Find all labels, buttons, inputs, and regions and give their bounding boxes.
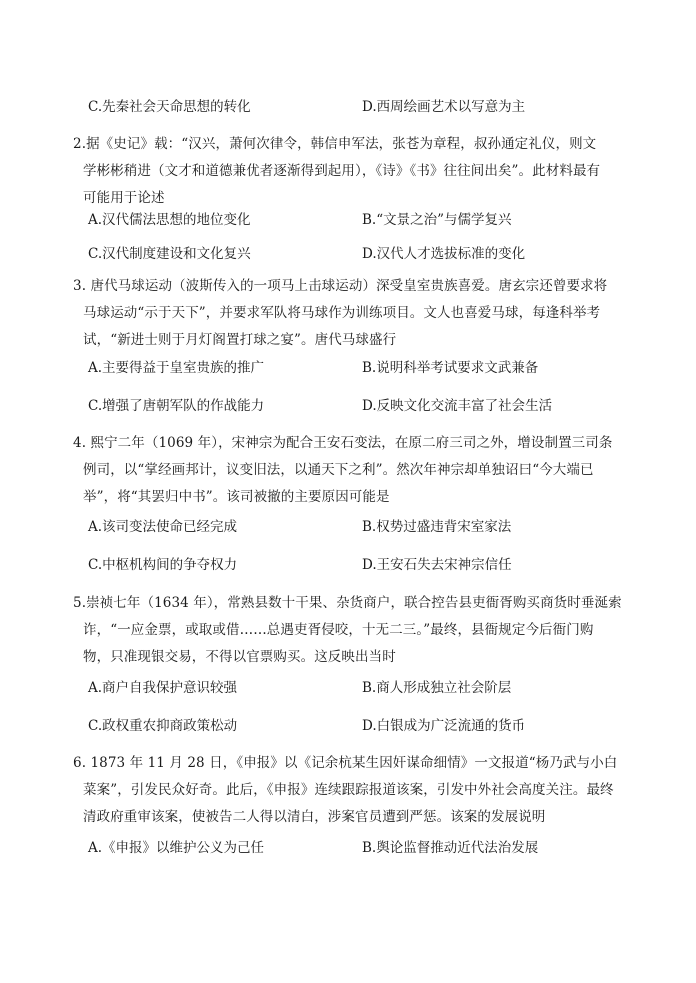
question-2-stem	[73, 134, 633, 215]
question-3-line-1: 3. 唐代马球运动（波斯传入的一项马上击球运动）深受皇室贵族喜爱。唐玄宗还曾要求将	[73, 278, 608, 294]
question-3-line-3: 试，“新进士则于月灯阁置打球之宴”。唐代马球盛行	[83, 332, 397, 348]
q6-option-b[interactable]: B.舆论监督推动近代法治发展	[362, 840, 539, 856]
question-2-line-3: 可能用于论述	[83, 190, 165, 206]
q4-options-row-ab	[0, 517, 696, 537]
question-6-stem	[73, 753, 633, 834]
q4-options-row-cd	[0, 555, 696, 575]
question-4-line-3: 举”，将“其罢归中书”。该司被撤的主要原因可能是	[83, 489, 390, 505]
q3-option-b[interactable]: B.说明科举考试要求文武兼备	[362, 360, 539, 376]
q5-option-c[interactable]: C.政权重农抑商政策松动	[88, 718, 238, 734]
q2-option-d[interactable]: D.汉代人才选拔标准的变化	[362, 246, 526, 262]
question-4-stem	[73, 433, 633, 514]
q4-option-c[interactable]: C.中枢机构间的争夺权力	[88, 557, 238, 573]
question-5-stem	[73, 593, 633, 674]
q2-option-c[interactable]: C.汉代制度建设和文化复兴	[88, 246, 251, 262]
question-5-line-2: 诈，“一应金票，或取或借……总遇吏胥侵咬，十无二三。”最终，县衙规定今后衙门购	[83, 622, 594, 638]
q5-option-a[interactable]: A.商户自我保护意识较强	[88, 680, 238, 696]
q4-option-b[interactable]: B.权势过盛违背宋室家法	[362, 519, 512, 535]
q2-option-a[interactable]: A.汉代儒法思想的地位变化	[88, 212, 251, 228]
q5-option-b[interactable]: B.商人形成独立社会阶层	[362, 680, 512, 696]
q2-options-row-cd	[0, 244, 696, 264]
q6-option-a[interactable]: A.《申报》以维护公义为己任	[88, 840, 265, 856]
question-6-line-3: 清政府重审该案，使被告二人得以清白，涉案官员遭到严惩。该案的发展说明	[83, 809, 546, 825]
q2-option-b[interactable]: B.“文景之治”与儒学复兴	[362, 212, 512, 228]
question-5-line-3: 物，只准现银交易，不得以官票购买。这反映出当时	[83, 649, 396, 665]
q1-option-c[interactable]: C.先秦社会天命思想的转化	[88, 99, 251, 115]
question-4-line-1: 4. 熙宁二年（1069 年），宋神宗为配合王安石变法，在原二府三司之外，增设制置三司条	[73, 435, 613, 451]
q5-options-row-ab	[0, 678, 696, 698]
q3-options-row-ab	[0, 358, 696, 378]
question-6-line-1: 6. 1873 年 11 月 28 日，《申报》以《记余杭某生因奸谋命细情》一文报道“杨乃武与小白	[73, 755, 618, 771]
question-3-line-2: 马球运动“示于天下”，并要求军队将马球作为训练项目。文人也喜爱马球，每逢科举考	[83, 305, 601, 321]
q3-options-row-cd	[0, 396, 696, 416]
question-2-line-1: 2.据《史记》载：“汉兴，萧何次律令，韩信申军法，张苍为章程，叔孙通定礼仪，则文	[73, 136, 597, 152]
q3-option-d[interactable]: D.反映文化交流丰富了社会生活	[362, 398, 553, 414]
question-2-line-2: 学彬彬稍进（文才和道德兼优者逐渐得到起用），《诗》《书》往往间出矣”。此材料最有	[83, 163, 601, 179]
question-6-line-2: 菜案”，引发民众好奇。此后，《申报》连续跟踪报道该案，引发中外社会高度关注。最终	[83, 782, 614, 798]
q2-options-row-ab	[0, 210, 696, 230]
question-3-stem	[73, 276, 633, 357]
q6-options-row-ab	[0, 838, 696, 858]
q4-option-d[interactable]: D.王安石失去宋神宗信任	[362, 557, 512, 573]
question-5-line-1: 5.崇祯七年（1634 年），常熟县数十干果、杂货商户，联合控告县吏衙胥购买商货时垂涎索	[73, 595, 622, 611]
q3-option-a[interactable]: A.主要得益于皇室贵族的推广	[88, 360, 265, 376]
q3-option-c[interactable]: C.增强了唐朝军队的作战能力	[88, 398, 265, 414]
q5-options-row-cd	[0, 716, 696, 736]
q1-option-d[interactable]: D.西周绘画艺术以写意为主	[362, 99, 526, 115]
q1-options-row-cd	[0, 97, 696, 117]
q4-option-a[interactable]: A.该司变法使命已经完成	[88, 519, 238, 535]
q5-option-d[interactable]: D.白银成为广泛流通的货币	[362, 718, 526, 734]
question-4-line-2: 例司，以“掌经画邦计，议变旧法，以通天下之利”。然次年神宗却单独诏曰“今大端已	[83, 462, 594, 478]
